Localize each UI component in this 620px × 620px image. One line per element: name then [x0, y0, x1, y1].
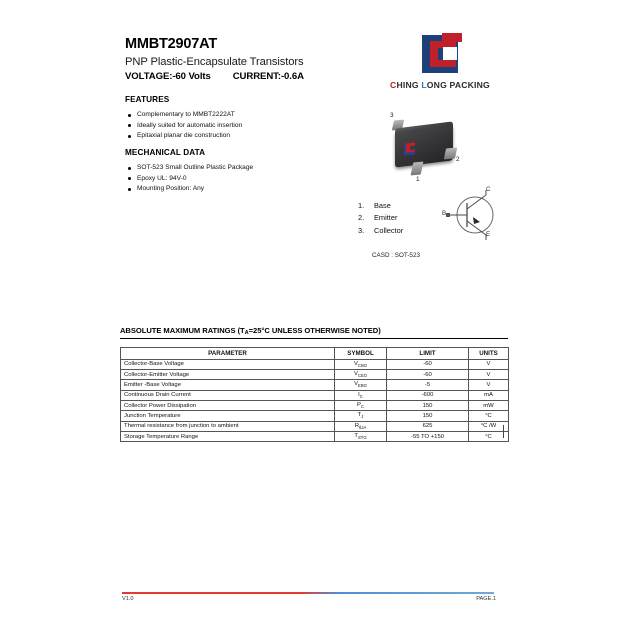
table-row — [121, 411, 509, 421]
cell-parameter: Thermal resistance from junction to ambient — [121, 421, 335, 431]
column-header-limit: LIMIT — [387, 348, 469, 360]
current-rating: CURRENT:-0.6A — [232, 70, 304, 82]
pin-number-2: 2 — [456, 156, 460, 163]
brand-block — [370, 33, 510, 90]
list-item: Complementary to MMBT2222AT — [128, 110, 242, 121]
table-header-row — [121, 348, 509, 360]
ratings-title-subscript: A — [244, 330, 249, 337]
mechanical-data-list — [128, 163, 253, 195]
list-item: Epoxy UL: 94V-0 — [128, 174, 253, 185]
package-marking-notch — [410, 145, 415, 150]
cell-units: V — [469, 359, 509, 369]
cell-units: V — [469, 380, 509, 390]
cell-limit: -55 TO +150 — [387, 432, 469, 442]
ratings-title-main: ABSOLUTE MAXIMUM RATINGS (T — [120, 326, 245, 335]
pin-number-1: 1 — [416, 176, 420, 183]
footer-page-number: PAGE.1 — [476, 596, 496, 602]
cell-limit: 625 — [387, 421, 469, 431]
cell-units: °C — [469, 432, 509, 442]
list-item — [358, 212, 403, 224]
cell-symbol: $V_{CBO}$ — [335, 359, 387, 369]
document-header — [125, 36, 365, 82]
table-edge-mark — [503, 425, 504, 438]
pnp-transistor-symbol-icon — [442, 186, 508, 244]
pin-assignment-list — [358, 200, 403, 237]
cell-symbol: $T_J$ — [335, 411, 387, 421]
list-item: Epitaxial planar die construction — [128, 131, 242, 142]
ratings-title-rest: =25°C UNLESS OTHERWISE NOTED) — [248, 326, 381, 335]
ching-long-logo-icon — [418, 33, 462, 75]
column-header-parameter: PARAMETER — [121, 348, 335, 360]
symbol-emitter-label: E — [486, 231, 491, 238]
table-row — [121, 359, 509, 369]
cell-limit: 150 — [387, 411, 469, 421]
cell-symbol: $I_C$ — [335, 390, 387, 400]
cell-parameter: Storage Temperature Range — [121, 432, 335, 442]
pin-index: 2. — [358, 213, 365, 223]
ratings-title-wrapper — [120, 326, 508, 339]
pin-name: Collector — [374, 225, 404, 235]
cell-limit: -60 — [387, 369, 469, 379]
pin-name: Base — [374, 201, 391, 210]
symbol-collector-label: C — [486, 186, 491, 193]
cell-symbol: $V_{EBO}$ — [335, 380, 387, 390]
brand-initial-c: C — [390, 80, 397, 90]
column-header-units: UNITS — [469, 348, 509, 360]
cell-limit: -60 — [387, 359, 469, 369]
cell-units: mW — [469, 401, 509, 411]
footer-version: V1.0 — [122, 596, 134, 602]
list-item: Mounting Position: Any — [128, 184, 253, 195]
cell-parameter: Collector Power Dissipation — [121, 401, 335, 411]
voltage-rating: VOLTAGE:-60 Volts — [125, 70, 211, 82]
list-item: SOT-523 Small Outline Plastic Package — [128, 163, 253, 174]
headline-ratings — [125, 71, 365, 82]
brand-hing: HING — [396, 80, 422, 90]
table-row — [121, 401, 509, 411]
absolute-maximum-ratings-title — [120, 326, 508, 339]
cell-units: mA — [469, 390, 509, 400]
pin-index: 1. — [358, 201, 365, 210]
table-row — [121, 380, 509, 390]
cell-units: °C — [469, 411, 509, 421]
casd-package-code: CASD : SOT-523 — [372, 252, 420, 259]
document-subtitle: PNP Plastic-Encapsulate Transistors — [125, 55, 304, 68]
cell-limit: 150 — [387, 401, 469, 411]
symbol-base-label: B — [442, 210, 447, 217]
cell-parameter: Continuous Drain Current — [121, 390, 335, 400]
package-pin-1 — [411, 162, 424, 176]
pin-name: Emitter — [374, 213, 398, 223]
cell-parameter: Emitter -Base Voltage — [121, 380, 335, 390]
logo-notch — [443, 47, 457, 60]
brand-ong-packing: ONG PACKING — [426, 80, 490, 90]
cell-symbol: $V_{CEO}$ — [335, 369, 387, 379]
table-row — [121, 369, 509, 379]
list-item: Ideally suited for automatic insertion — [128, 121, 242, 132]
features-list — [128, 110, 242, 142]
table-row — [121, 421, 509, 431]
cell-limit: -5 — [387, 380, 469, 390]
mechanical-data-heading: MECHANICAL DATA — [125, 148, 206, 157]
cell-symbol: $R_{\theta JA}$ — [335, 421, 387, 431]
brand-name — [370, 80, 510, 90]
cell-limit: -600 — [387, 390, 469, 400]
cell-units: °C /W — [469, 421, 509, 431]
list-item — [358, 225, 403, 237]
absolute-maximum-ratings-table — [120, 347, 509, 442]
part-number-title: MMBT2907AT — [125, 36, 217, 52]
cell-symbol: $P_C$ — [335, 401, 387, 411]
features-heading: FEATURES — [125, 95, 170, 104]
list-item — [358, 200, 403, 212]
pin-index: 3. — [358, 225, 365, 235]
pin-number-3: 3 — [390, 112, 394, 119]
cell-units: V — [469, 369, 509, 379]
package-marking-logo-icon — [404, 142, 416, 155]
footer-divider — [122, 592, 494, 594]
table-row — [121, 390, 509, 400]
sot-523-package-photo-icon — [382, 112, 478, 188]
table-row — [121, 432, 509, 442]
cell-parameter: Collector-Emitter Voltage — [121, 369, 335, 379]
column-header-symbol: SYMBOL — [335, 348, 387, 360]
brand-initial-l: L — [421, 80, 427, 90]
cell-parameter: Collector-Base Voltage — [121, 359, 335, 369]
cell-parameter: Junction Temperature — [121, 411, 335, 421]
cell-symbol: $T_{STG}$ — [335, 432, 387, 442]
